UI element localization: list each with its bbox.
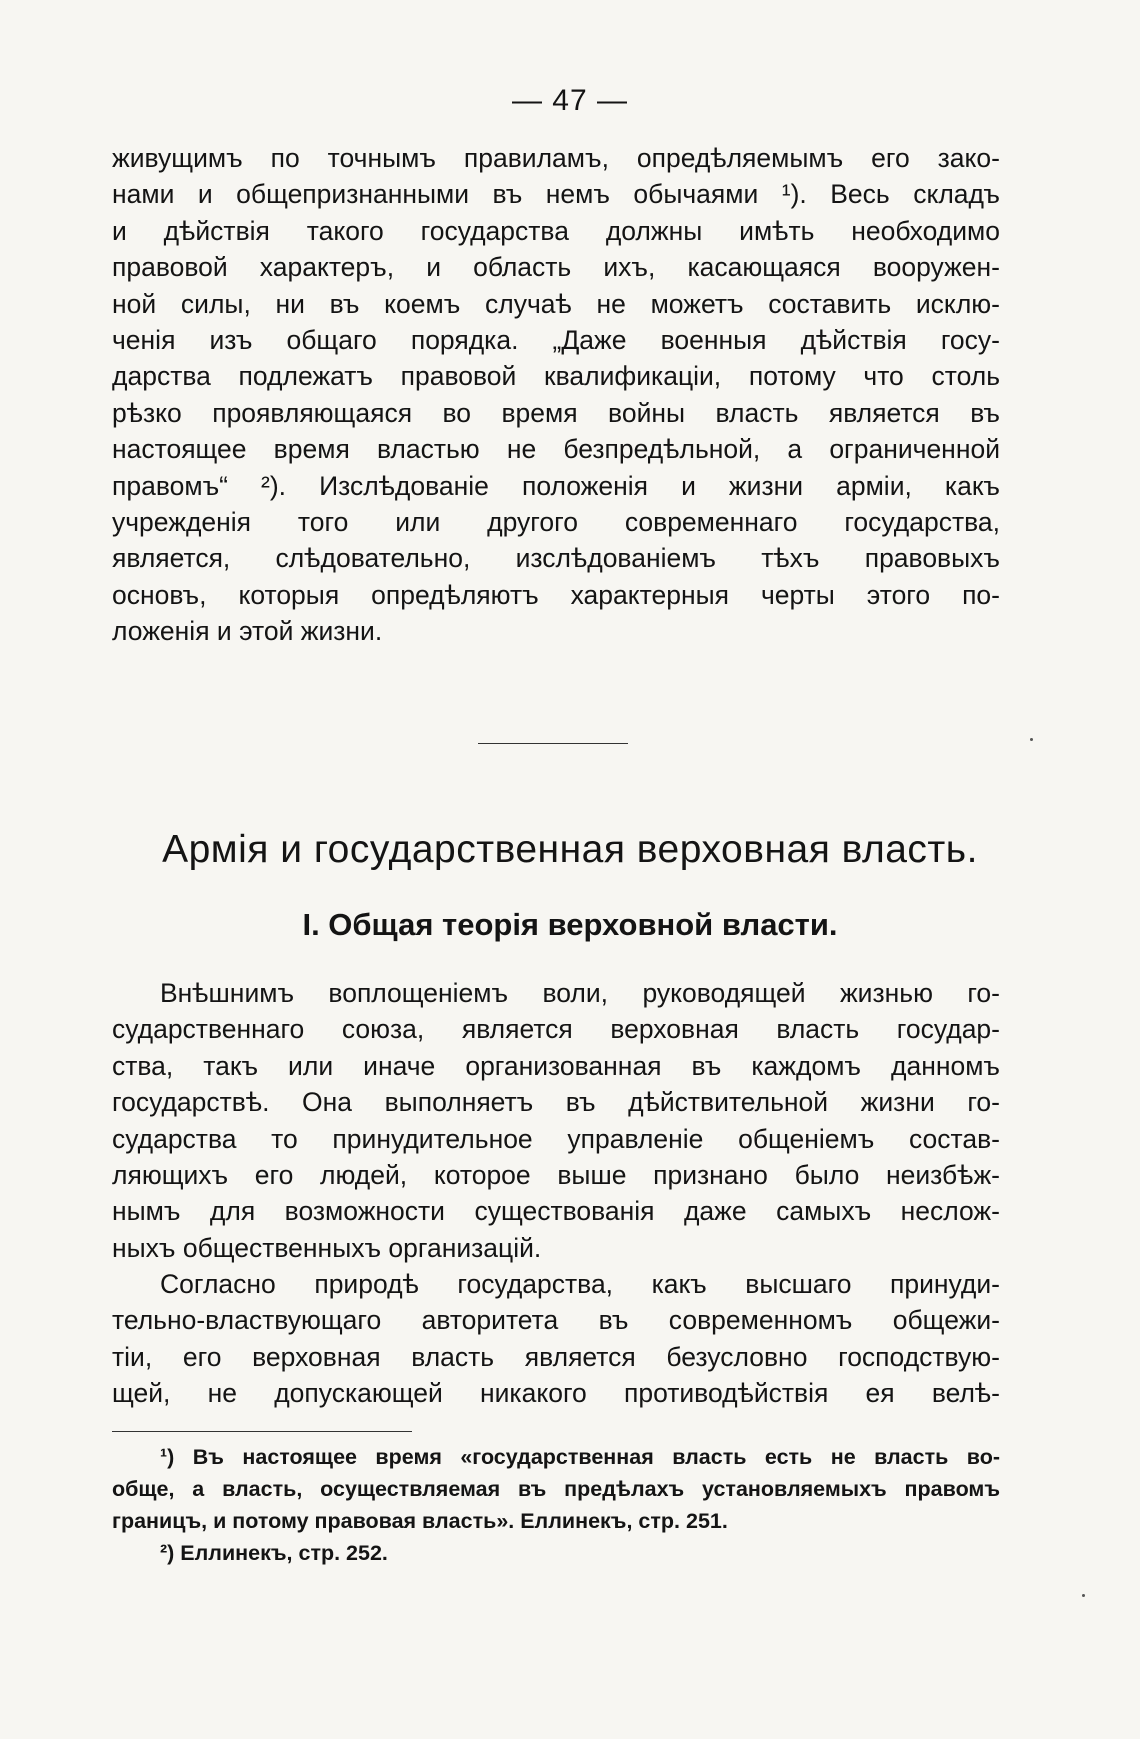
text-line: государствѣ. Она выполняетъ въ дѣйствительной жизни го- bbox=[112, 1087, 1000, 1118]
text-line: Согласно природѣ государства, какъ высшаго принуди- bbox=[160, 1269, 1000, 1299]
text-line: учрежденія того или другого современнаго государства, bbox=[112, 507, 1000, 538]
text-line: нымъ для возможности существованія даже самыхъ неслож- bbox=[112, 1196, 1000, 1227]
text-line: основъ, которыя опредѣляютъ характерныя черты этого по- bbox=[112, 579, 1000, 610]
text-line: ченія изъ общаго порядка. „Даже военныя дѣйствія госу- bbox=[112, 325, 1000, 356]
text-line: ныхъ общественныхъ организацій. bbox=[112, 1232, 542, 1263]
footnote-divider bbox=[112, 1431, 412, 1432]
footnote-1-line: обще, а власть, осуществляемая въ предѣлахъ установляемыхъ правомъ bbox=[112, 1477, 1000, 1501]
text-line: сударственнаго союза, является верховная власть государ- bbox=[112, 1014, 1000, 1045]
text-line: нами и общепризнанными въ немъ обычаями ¹). Весь складъ bbox=[112, 179, 1000, 210]
section-divider bbox=[478, 743, 628, 744]
text-line: и дѣйствія такого государства должны имѣть необходимо bbox=[112, 215, 1000, 246]
print-speck bbox=[1030, 738, 1033, 741]
print-speck bbox=[1082, 1594, 1085, 1597]
text-line: правомъ“ ²). Изслѣдованіе положенія и жизни арміи, какъ bbox=[112, 470, 1000, 501]
text-line: ляющихъ его людей, которое выше признано было неизбѣж- bbox=[112, 1160, 1000, 1191]
text-line: щей, не допускающей никакого противодѣйствія ея велѣ- bbox=[112, 1378, 1000, 1409]
footnotes bbox=[112, 1441, 1000, 1569]
text-line: дарства подлежатъ правовой квалификаціи, потому что столь bbox=[112, 361, 1000, 392]
text-line: правовой характеръ, и область ихъ, касающаяся вооружен- bbox=[112, 252, 1000, 283]
text-line: живущимъ по точнымъ правиламъ, опредѣляемымъ его зако- bbox=[112, 143, 1000, 173]
text-line: настоящее время властью не безпредѣльной, а ограниченной bbox=[112, 434, 1000, 465]
text-line: ной силы, ни въ коемъ случаѣ не можетъ составить исклю- bbox=[112, 288, 1000, 319]
subsection-title: I. Общая теорія верховной власти. bbox=[302, 907, 838, 942]
page-number: — 47 — bbox=[511, 84, 629, 117]
text-line: тіи, его верховная власть является безусловно господствую- bbox=[112, 1341, 1000, 1372]
paragraph-2 bbox=[112, 975, 1000, 1266]
text-line: является, слѣдовательно, изслѣдованіемъ тѣхъ правовыхъ bbox=[112, 543, 1000, 574]
text-line: сударства то принудительное управленіе общеніемъ состав- bbox=[112, 1123, 1000, 1154]
footnote-2: ²) Еллинекъ, стр. 252. bbox=[160, 1541, 388, 1565]
text-line: Внѣшнимъ воплощеніемъ воли, руководящей жизнью го- bbox=[160, 978, 1000, 1008]
text-line: тельно-властвующаго авторитета въ современномъ общежи- bbox=[112, 1305, 1000, 1336]
text-line: рѣзко проявляющаяся во время войны власть является въ bbox=[112, 397, 1000, 428]
footnote-1-line: ¹) Въ настоящее время «государственная власть есть не власть во- bbox=[160, 1445, 1000, 1469]
text-line: ложенія и этой жизни. bbox=[112, 616, 383, 647]
paragraph-1 bbox=[112, 140, 1000, 650]
text-line: ства, такъ или иначе организованная въ каждомъ данномъ bbox=[112, 1050, 1000, 1081]
footnote-1-line: границъ, и потому правовая власть». Еллинекъ, стр. 251. bbox=[112, 1509, 728, 1533]
section-title: Армія и государственная верховная власть. bbox=[162, 828, 978, 871]
paragraph-3 bbox=[112, 1266, 1000, 1412]
